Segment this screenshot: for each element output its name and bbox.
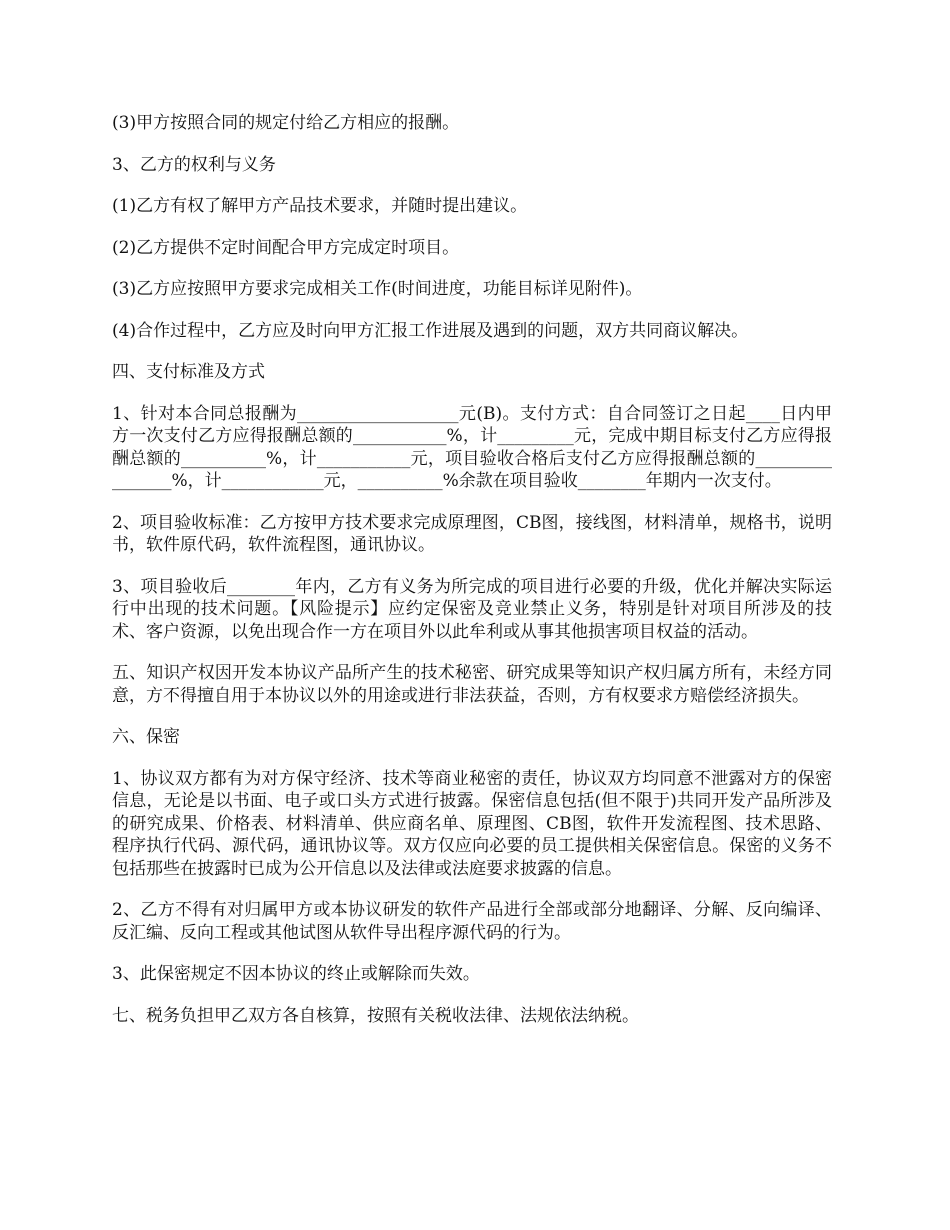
clause-acceptance-standard: 2、项目验收标准：乙方按甲方技术要求完成原理图，CB图，接线图，材料清单，规格书，说明书，软件原代码，软件流程图，通讯协议。 — [112, 512, 832, 555]
clause-payment-terms: 1、针对本合同总报酬为___________________元(B)。支付方式：自合同签订之日起____日内甲方一次支付乙方应得报酬总额的___________%，计_________元，完成中期目标支付乙方应得报酬总额的__________%，计___________元，项目验收合格后支付乙方应得报酬总额的________________%，计____________元，__________%余款在项目验收________年期内一次支付。 — [112, 403, 832, 491]
clause-confidentiality-3: 3、此保密规定不因本协议的终止或解除而失效。 — [112, 964, 480, 984]
section-five-ip: 五、知识产权因开发本协议产品所产生的技术秘密、研究成果等知识产权归属方所有，未经方同意，方不得擅自用于本协议以外的用途或进行非法获益，否则，方有权要求方赔偿经济损失。 — [112, 663, 832, 706]
clause-party-b-1: (1)乙方有权了解甲方产品技术要求，并随时提出建议。 — [112, 196, 528, 216]
clause-3-3-payment: (3)甲方按照合同的规定付给乙方相应的报酬。 — [112, 113, 460, 133]
document-body — [112, 112, 832, 1046]
clause-confidentiality-1: 1、协议双方都有为对方保守经济、技术等商业秘密的责任，协议双方均同意不泄露对方的保密信息，无论是以书面、电子或口头方式进行披露。保密信息包括(但不限于)共同开发产品所涉及的研究成果、价格表、材料清单、供应商名单、原理图、CB图，软件开发流程图、技术思路、程序执行代码、源代码，通讯协议等。双方仅应向必要的员工提供相关保密信息。保密的义务不包括那些在披露时已成为公开信息以及法律或法庭要求披露的信息。 — [112, 768, 832, 879]
clause-party-b-2: (2)乙方提供不定时间配合甲方完成定时项目。 — [112, 237, 460, 258]
section-six-heading: 六、保密 — [112, 727, 180, 747]
clause-post-acceptance: 3、项目验收后________年内，乙方有义务为所完成的项目进行必要的升级，优化并解决实际运行中出现的技术问题。【风险提示】应约定保密及竞业禁止义务，特别是针对项目所涉及的技术、客户资源，以免出现合作一方在项目外以此牟利或从事其他损害项目权益的活动。 — [112, 576, 832, 642]
section-seven-tax: 七、税务负担甲乙双方各自核算，按照有关税收法律、法规依法纳税。 — [112, 1005, 639, 1026]
section-four-heading: 四、支付标准及方式 — [112, 362, 265, 382]
clause-party-b-4: (4)合作过程中，乙方应及时向甲方汇报工作进展及遇到的问题，双方共同商议解决。 — [112, 320, 749, 341]
section-3-heading: 3、乙方的权利与义务 — [112, 154, 276, 175]
clause-party-b-3: (3)乙方应按照甲方要求完成相关工作(时间进度，功能目标详见附件)。 — [112, 279, 643, 299]
clause-confidentiality-2: 2、乙方不得有对归属甲方或本协议研发的软件产品进行全部或部分地翻译、分解、反向编译、反汇编、反向工程或其他试图从软件导出程序源代码的行为。 — [112, 900, 832, 943]
